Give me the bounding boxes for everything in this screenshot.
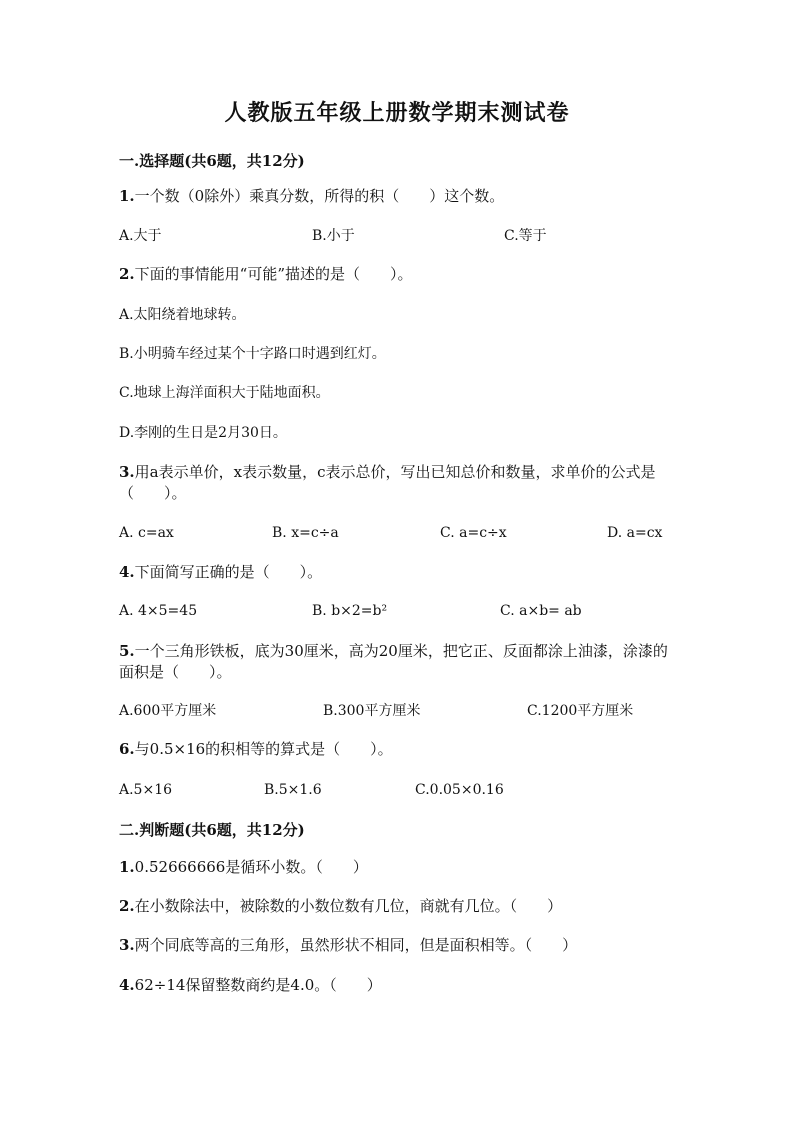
- option-a: A.5×16: [119, 782, 173, 798]
- question-2: [119, 264, 679, 285]
- option-a: A.大于: [119, 228, 162, 244]
- question-number: 4.: [119, 976, 135, 994]
- option-c: C.0.05×0.16: [415, 782, 504, 798]
- question-number: 3.: [119, 936, 135, 954]
- option-a: A. 4×5=45: [119, 603, 198, 619]
- question-number: 4.: [119, 563, 135, 581]
- question-number: 3.: [119, 463, 135, 481]
- option-c: C. a×b= ab: [500, 603, 582, 619]
- option-c: C.1200平方厘米: [527, 703, 634, 719]
- question-text: 62÷14保留整数商约是4.0。（ ）: [134, 976, 382, 994]
- question-text: 用a表示单价，x表示数量，c表示总价，写出已知总价和数量，求单价的公式是（ ）。: [119, 463, 656, 502]
- question-text: 下面的事情能用“可能”描述的是（ ）。: [134, 265, 413, 283]
- question-number: 6.: [119, 740, 135, 758]
- option-c: C.地球上海洋面积大于陆地面积。: [119, 385, 330, 401]
- judgement-1: [119, 857, 679, 878]
- option-a: A. c=ax: [119, 525, 174, 541]
- option-d: D. a=cx: [607, 525, 663, 541]
- judgement-2: [119, 896, 679, 917]
- question-text: 与0.5×16的积相等的算式是（ ）。: [134, 740, 393, 758]
- page-title: 人教版五年级上册数学期末测试卷: [224, 100, 570, 126]
- option-b: B.小明骑车经过某个十字路口时遇到红灯。: [119, 346, 386, 362]
- question-number: 1.: [119, 187, 135, 205]
- option-b: B.5×1.6: [264, 782, 322, 798]
- question-number: 2.: [119, 897, 135, 915]
- question-text: 一个数（0除外）乘真分数，所得的积（ ）这个数。: [134, 187, 505, 205]
- question-text: 一个三角形铁板，底为30厘米，高为20厘米，把它正、反面都涂上油漆，涂漆的面积是（ ）。: [119, 642, 668, 681]
- option-b: B.小于: [312, 228, 355, 244]
- option-c: C. a=c÷x: [440, 525, 507, 541]
- question-3: [119, 462, 679, 504]
- option-a: A.600平方厘米: [119, 703, 217, 719]
- question-1: [119, 186, 679, 207]
- option-b: B. x=c÷a: [272, 525, 339, 541]
- question-text: 两个同底等高的三角形，虽然形状不相同，但是面积相等。（ ）: [134, 936, 578, 954]
- section-heading-choice: 一.选择题(共6题，共12分): [119, 152, 305, 170]
- option-b: B.300平方厘米: [323, 703, 421, 719]
- question-5: [119, 641, 679, 683]
- section-heading-judgement: 二.判断题(共6题，共12分): [119, 821, 305, 839]
- option-d: D.李刚的生日是2月30日。: [119, 425, 287, 441]
- option-b: B. b×2=b²: [312, 603, 388, 619]
- question-text: 下面简写正确的是（ ）。: [134, 563, 323, 581]
- question-6: [119, 739, 679, 760]
- question-number: 1.: [119, 858, 135, 876]
- option-c: C.等于: [504, 228, 547, 244]
- judgement-3: [119, 935, 679, 956]
- judgement-4: [119, 975, 679, 996]
- question-number: 5.: [119, 642, 135, 660]
- question-4: [119, 562, 679, 583]
- question-text: 0.52666666是循环小数。（ ）: [134, 858, 368, 876]
- question-number: 2.: [119, 265, 135, 283]
- question-text: 在小数除法中，被除数的小数位数有几位，商就有几位。（ ）: [134, 897, 563, 915]
- option-a: A.太阳绕着地球转。: [119, 307, 246, 323]
